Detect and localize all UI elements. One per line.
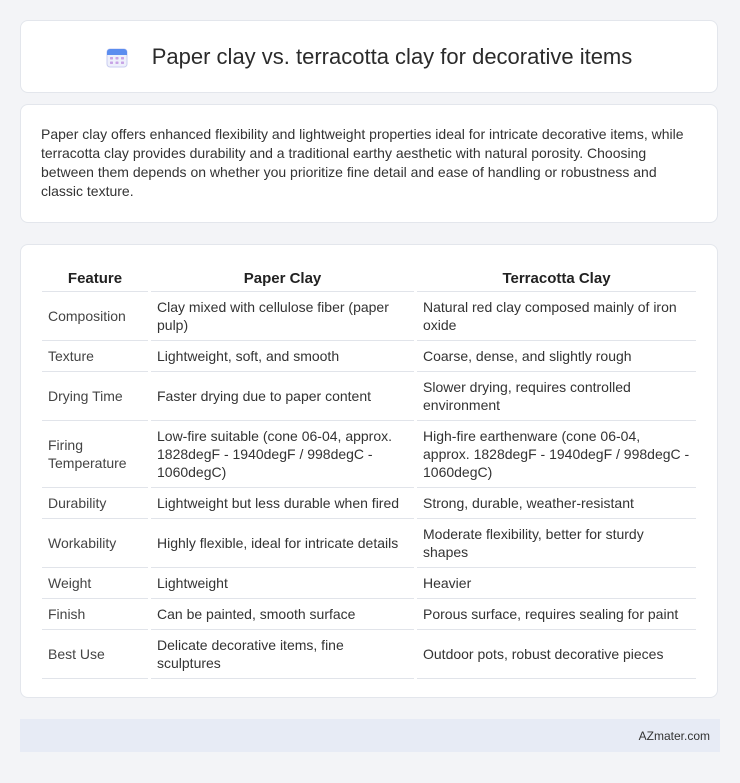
terracotta-clay-cell: Coarse, dense, and slightly rough	[417, 341, 696, 372]
comparison-table	[39, 265, 699, 679]
footer-brand: AZmater.com	[638, 728, 710, 743]
table-header-row	[42, 265, 696, 292]
row-feature: Weight	[42, 568, 148, 599]
terracotta-clay-cell: Natural red clay composed mainly of iron oxide	[417, 292, 696, 341]
terracotta-clay-cell: Slower drying, requires controlled environment	[417, 372, 696, 421]
table-row	[42, 568, 696, 599]
paper-clay-cell: Clay mixed with cellulose fiber (paper pulp)	[151, 292, 414, 341]
terracotta-clay-cell: Outdoor pots, robust decorative pieces	[417, 630, 696, 679]
row-feature: Texture	[42, 341, 148, 372]
row-feature: Best Use	[42, 630, 148, 679]
column-header-feature: Feature	[42, 265, 148, 292]
table-row	[42, 292, 696, 341]
terracotta-clay-cell: Moderate flexibility, better for sturdy shapes	[417, 519, 696, 568]
paper-clay-cell: Faster drying due to paper content	[151, 372, 414, 421]
table-row	[42, 488, 696, 519]
terracotta-clay-cell: Porous surface, requires sealing for paint	[417, 599, 696, 630]
row-feature: Firing Temperature	[42, 421, 148, 488]
table-row	[42, 341, 696, 372]
paper-clay-cell: Delicate decorative items, fine sculptures	[151, 630, 414, 679]
paper-clay-cell: Lightweight, soft, and smooth	[151, 341, 414, 372]
paper-clay-cell: Low-fire suitable (cone 06-04, approx. 1828degF - 1940degF / 998degC - 1060degC)	[151, 421, 414, 488]
terracotta-clay-cell: High-fire earthenware (cone 06-04, approx. 1828degF - 1940degF / 998degC - 1060degC)	[417, 421, 696, 488]
table-row	[42, 421, 696, 488]
column-header-terracotta-clay: Terracotta Clay	[417, 265, 696, 292]
paper-clay-cell: Lightweight	[151, 568, 414, 599]
title-card	[20, 20, 718, 93]
row-feature: Workability	[42, 519, 148, 568]
page-title: Paper clay vs. terracotta clay for decorative items	[151, 43, 633, 69]
table-row	[42, 599, 696, 630]
paper-clay-cell: Highly flexible, ideal for intricate details	[151, 519, 414, 568]
row-feature: Durability	[42, 488, 148, 519]
terracotta-clay-cell: Heavier	[417, 568, 696, 599]
table-row	[42, 519, 696, 568]
intro-text: Paper clay offers enhanced flexibility and lightweight properties ideal for intricate decorative items, while terracotta clay provides durability and a traditional earthy aesthetic with natural porosity. Choosing between them depends on whether you prioritize fine detail and ease of handling or robustness and classic texture.	[41, 126, 684, 199]
row-feature: Composition	[42, 292, 148, 341]
terracotta-clay-cell: Strong, durable, weather-resistant	[417, 488, 696, 519]
paper-clay-cell: Lightweight but less durable when fired	[151, 488, 414, 519]
table-row	[42, 372, 696, 421]
column-header-paper-clay: Paper Clay	[151, 265, 414, 292]
row-feature: Drying Time	[42, 372, 148, 421]
intro-card	[20, 104, 718, 223]
row-feature: Finish	[42, 599, 148, 630]
footer-bar	[20, 719, 720, 752]
paper-clay-cell: Can be painted, smooth surface	[151, 599, 414, 630]
table-row	[42, 630, 696, 679]
calendar-icon	[106, 46, 128, 68]
comparison-card	[20, 244, 718, 698]
